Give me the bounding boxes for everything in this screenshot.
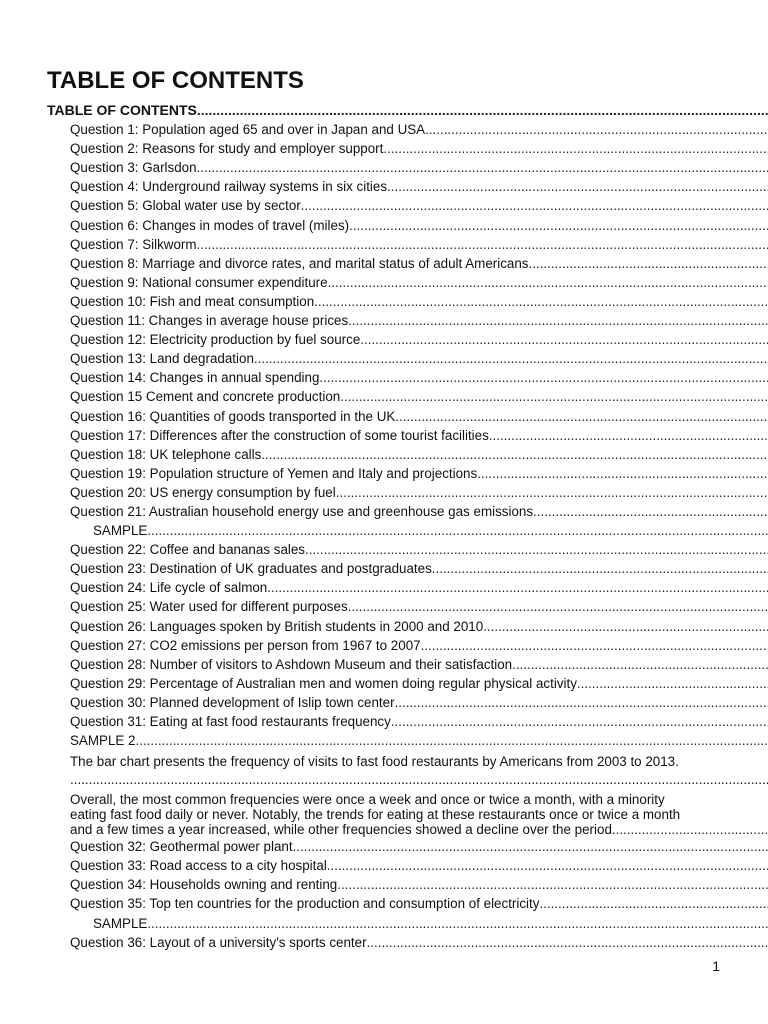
dot-leader xyxy=(387,177,768,196)
toc-entry-label: Question 22: Coffee and bananas sales xyxy=(70,542,306,558)
dot-leader xyxy=(147,914,768,933)
toc-entry[interactable] xyxy=(0,273,768,292)
toc-entry[interactable] xyxy=(0,254,768,273)
toc-entry-label: Question 4: Underground railway systems in six cities xyxy=(70,179,388,195)
toc-entry[interactable] xyxy=(0,693,768,712)
toc-entry[interactable] xyxy=(0,464,768,483)
toc-group-b xyxy=(0,540,768,750)
dot-leader xyxy=(367,933,768,952)
toc-entry[interactable] xyxy=(0,502,768,521)
toc-paragraph-1[interactable] xyxy=(0,750,768,771)
toc-entry[interactable] xyxy=(0,731,768,750)
dot-leader-line xyxy=(0,771,768,788)
toc-entry-label: Question 5: Global water use by sector xyxy=(70,198,301,214)
toc-entry[interactable] xyxy=(0,216,768,235)
toc-entry-label: Question 6: Changes in modes of travel (miles) xyxy=(70,217,350,233)
dot-leader xyxy=(489,426,768,445)
toc-entry-label: Question 16: Quantities of goods transported in the UK xyxy=(70,408,396,424)
toc-entry[interactable] xyxy=(0,540,768,559)
dot-leader xyxy=(301,196,768,215)
toc-entry[interactable] xyxy=(0,617,768,636)
toc-entry-label: Question 7: Silkworm xyxy=(70,236,197,252)
toc-entry[interactable] xyxy=(0,712,768,731)
toc-entry-label: Question 21: Australian household energy use and greenhouse gas emissions xyxy=(70,503,534,519)
toc-entry[interactable] xyxy=(0,387,768,406)
dot-leader xyxy=(360,330,768,349)
toc-entry[interactable] xyxy=(0,636,768,655)
dot-leader xyxy=(197,101,768,120)
dot-leader xyxy=(336,483,768,502)
toc-entry-label: Question 32: Geothermal power plant xyxy=(70,839,293,855)
dot-leader xyxy=(477,464,768,483)
toc-entry[interactable] xyxy=(0,597,768,616)
toc-entry-label: Question 11: Changes in average house prices xyxy=(70,313,349,329)
dot-leader xyxy=(267,578,768,597)
paragraph-line: eating fast food daily or never. Notably, the trends for eating at these restaurants once or twice a month xyxy=(70,807,681,823)
dot-leader xyxy=(305,540,768,559)
toc-entry[interactable] xyxy=(0,120,768,139)
toc-entry-label: Question 36: Layout of a university's sports center xyxy=(70,934,367,950)
toc-entry-label: Question 17: Differences after the construction of some tourist facilities xyxy=(70,427,489,443)
dot-leader xyxy=(348,311,768,330)
toc-entry-label: The bar chart presents the frequency of visits to fast food restaurants by Americans from 2003 to 2013. xyxy=(70,754,679,770)
dot-leader xyxy=(395,693,768,712)
dot-leader xyxy=(533,502,768,521)
toc-entry-label: Question 24: Life cycle of salmon xyxy=(70,580,268,596)
paragraph-line: Overall, the most common frequencies were once a week and once or twice a month, with a minority xyxy=(70,792,665,808)
dot-leader xyxy=(197,158,768,177)
toc-entry-label: Question 18: UK telephone calls xyxy=(70,446,262,462)
toc-entry-label: Question 33: Road access to a city hospital xyxy=(70,858,327,874)
toc-entry[interactable] xyxy=(0,856,768,875)
toc-entry[interactable] xyxy=(0,349,768,368)
toc-entry[interactable] xyxy=(0,235,768,254)
toc-entry-label: Question 30: Planned development of Islip town center xyxy=(70,694,395,710)
dot-leader xyxy=(612,822,768,837)
toc-entry-label: Question 12: Electricity production by fuel source xyxy=(70,332,361,348)
toc-entry-sample[interactable] xyxy=(0,914,768,933)
toc-entry-label: Question 15 Cement and concrete production xyxy=(70,389,341,405)
toc-entry[interactable] xyxy=(0,407,768,426)
toc-entry[interactable] xyxy=(0,158,768,177)
dot-leader xyxy=(421,636,768,655)
toc-group-c xyxy=(0,837,768,913)
toc-entry-label: Question 27: CO2 emissions per person from 1967 to 2007 xyxy=(70,637,421,653)
dot-leader xyxy=(319,368,768,387)
dot-leader xyxy=(432,559,768,578)
toc-entry-label: Question 10: Fish and meat consumption xyxy=(70,293,315,309)
toc-entry[interactable] xyxy=(0,368,768,387)
toc-entry[interactable] xyxy=(0,196,768,215)
dot-leader xyxy=(337,875,768,894)
toc-entry[interactable] xyxy=(0,292,768,311)
toc-entry[interactable] xyxy=(0,837,768,856)
toc-entry-label: Question 23: Destination of UK graduates and postgraduates xyxy=(70,561,432,577)
dot-leader xyxy=(425,120,768,139)
toc-entry[interactable] xyxy=(0,674,768,693)
toc-entry[interactable] xyxy=(0,559,768,578)
dot-leader xyxy=(483,617,768,636)
dot-leader xyxy=(327,856,768,875)
toc-entry-label: Question 8: Marriage and divorce rates, and marital status of adult Americans xyxy=(70,255,529,271)
toc-heading-entry[interactable] xyxy=(0,101,768,120)
toc-entry-label: Question 31: Eating at fast food restaurants frequency xyxy=(70,714,391,729)
toc-entry[interactable] xyxy=(0,445,768,464)
table-of-contents xyxy=(0,101,768,952)
dot-leader xyxy=(314,292,768,311)
toc-entry[interactable] xyxy=(0,483,768,502)
toc-entry-label: Question 3: Garlsdon xyxy=(70,160,197,176)
dot-leader xyxy=(293,837,768,856)
toc-entry[interactable] xyxy=(0,578,768,597)
toc-entry[interactable] xyxy=(0,875,768,894)
toc-entry-label: Question 13: Land degradation xyxy=(70,351,254,367)
toc-entry-label: Question 20: US energy consumption by fuel xyxy=(70,484,336,500)
dot-leader xyxy=(391,712,768,731)
dot-leader xyxy=(349,216,768,235)
toc-entry-label: Question 1: Population aged 65 and over in Japan and USA xyxy=(70,122,426,138)
toc-entry-sample[interactable] xyxy=(0,521,768,540)
dot-leader xyxy=(348,597,768,616)
dot-leader xyxy=(136,731,768,750)
dot-leader xyxy=(261,445,768,464)
toc-entry-label: Question 25: Water used for different purposes xyxy=(70,599,348,615)
page-title: TABLE OF CONTENTS xyxy=(47,67,304,94)
toc-entry-label: Question 35: Top ten countries for the production and consumption of electricity xyxy=(70,896,540,912)
dot-leader xyxy=(383,139,768,158)
dot-leader xyxy=(577,674,768,693)
toc-entry-label: Question 14: Changes in annual spending xyxy=(70,370,320,386)
toc-entry-label: Question 26: Languages spoken by British students in 2000 and 2010 xyxy=(70,618,484,634)
toc-entry[interactable] xyxy=(0,177,768,196)
dot-leader xyxy=(529,254,768,273)
toc-entry-label: Question 2: Reasons for study and employer support xyxy=(70,141,384,157)
toc-heading: TABLE OF CONTENTS xyxy=(47,102,197,118)
toc-entry-label: Question 9: National consumer expenditure xyxy=(70,274,328,290)
toc-entry[interactable] xyxy=(0,426,768,445)
toc-entry-label: SAMPLE xyxy=(93,523,148,539)
toc-entry[interactable] xyxy=(0,139,768,158)
toc-entry-label: Question 29: Percentage of Australian men and women doing regular physical activity xyxy=(70,675,577,691)
toc-entry[interactable] xyxy=(0,894,768,913)
toc-paragraph-2[interactable] xyxy=(0,788,768,837)
page-number: 1 xyxy=(712,958,720,974)
paragraph-last-line xyxy=(70,822,768,837)
dot-leader xyxy=(147,521,768,540)
toc-entry[interactable] xyxy=(0,311,768,330)
dot-leader xyxy=(328,273,768,292)
dot-leader xyxy=(340,387,768,406)
toc-entry[interactable] xyxy=(0,655,768,674)
toc-entry-label: SAMPLE 2 xyxy=(70,733,136,749)
toc-entry[interactable] xyxy=(0,330,768,349)
paragraph-line: and a few times a year increased, while other frequencies showed a decline over the period xyxy=(70,822,612,838)
toc-entry-label: Question 28: Number of visitors to Ashdown Museum and their satisfaction xyxy=(70,656,513,672)
dot-leader xyxy=(512,655,768,674)
toc-entry-question-36[interactable] xyxy=(0,933,768,952)
dot-leader xyxy=(539,894,768,913)
dot-leader xyxy=(395,407,768,426)
toc-entry-label: SAMPLE xyxy=(93,915,148,931)
toc-group-a xyxy=(0,120,768,521)
dot-leader xyxy=(254,349,768,368)
toc-entry-label: Question 19: Population structure of Yemen and Italy and projections xyxy=(70,465,478,481)
dot-leader xyxy=(197,235,768,254)
toc-entry-label: Question 34: Households owning and renting xyxy=(70,877,338,893)
